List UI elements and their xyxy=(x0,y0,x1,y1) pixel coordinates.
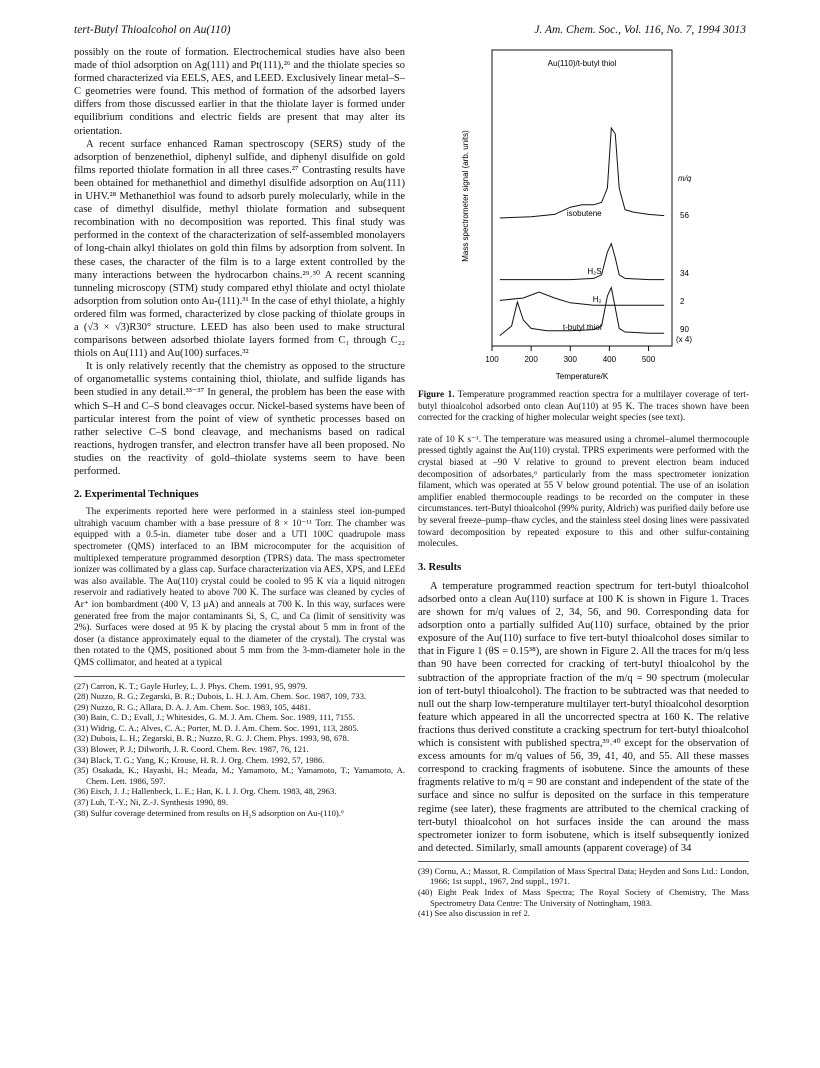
reference: (35) Osakada, K.; Hayashi, H.; Meada, M.; Yamamoto, M.; Yamamoto, T.; Yamamoto, A. Chem. Lett. 1986, 597. xyxy=(74,765,405,786)
reference: (27) Carron, K. T.; Gayle Hurley, L. J. Phys. Chem. 1991, 95, 9979. xyxy=(74,680,308,691)
trace-label-tbutylthiol: t-butyl thiol xyxy=(562,323,602,332)
x-tick-label: 100 xyxy=(485,355,499,364)
paragraph: A recent surface enhanced Raman spectroscopy (SERS) study of the adsorption of benzenethiol, diphenyl sulfide, and diphenyl disulfide on gold films reported thiolate formation in all three cases.²⁷ Contrasting results have been obtained for methanethiol and dimethyl disulfide adsorption on Au(111) in UHV.²⁸ Methanethiol was found to adsorb purely molecularly, while in the case of dimethyl disulfide, methyl thiolate formation and subsequent recombination with no decomposition was reported. This final study was performed in the context of the characterization of self-assembled monolayers of long-chain alkyl thiolates on gold thin films by adsorption from solvent. In these cases, the character of the film is to a large extent controlled by the many interactions between the hydrocarbon chains.²⁹˒³⁰ A recent scanning tunneling microscopy (STM) study compared ethyl thiolate and octyl thiolate adsorption from solution onto Au-(111).³¹ In the case of ethyl thiolate, a highly ordered film was formed, characterized by close packing of thiolate groups in a (√3 × √3)R30° structure. LEED has also been used to make structural comparisons between adsorbed thiolate layers formed from C₁ through C₂₂ thiols on Au(111) and Au(100) surfaces.³² xyxy=(74,138,405,360)
trace-mq-2: 2 xyxy=(680,297,685,306)
x-tick-label: 500 xyxy=(641,355,656,364)
reference: (31) Widrig, C. A.; Alves, C. A.; Porter, M. D. J. Am. Chem. Soc. 1991, 113, 2805. xyxy=(74,722,359,733)
chart-inner-title: Au(110)/t-butyl thiol xyxy=(547,59,617,68)
x-tick-label: 300 xyxy=(563,355,577,364)
y-axis-label: Mass spectrometer signal (arb. units) xyxy=(461,130,470,262)
reference: (36) Eisch, J. J.; Hallenbeck, L. E.; Han, K. I. J. Org. Chem. 1983, 48, 2963. xyxy=(74,786,337,797)
section-heading: 2. Experimental Techniques xyxy=(74,489,199,501)
paragraph: possibly on the route of formation. Electrochemical studies have also been made of thiol adsorption on Ag(111) and Pt(111),²⁶ and the thiolate species so formed characterized via EELS, AES, and LEED. Exclusively linear metal–S–C geometries were found. This method of formation of the adsorbed layers differs from those discussed earlier in that the thiolate layer is formed under equilibrium conditions and electric fields are present that may alter its orientation. xyxy=(74,47,405,137)
trace-line xyxy=(500,128,664,218)
trace-label-h2s: H₂S xyxy=(587,267,602,276)
trace-mq-90: 90 xyxy=(680,325,689,334)
left-column xyxy=(74,46,405,818)
figure-caption xyxy=(418,390,749,425)
header-left: tert-Butyl Thioalcohol on Au(110) xyxy=(74,24,231,36)
x-ticks xyxy=(485,346,655,364)
paragraph: It is only relatively recently that the chemistry as opposed to the structure of organometallic systems containing thiol, thiolate, and sulfide ligands has been studied in any detail.³³⁻³⁷ In general, the problem has been the ease with which S–H and C–S bond cleavages occur. Nickel-based systems have been of particular interest from the point of view of synthetic processes based on rather selective C–S bond cleavage, and mechanisms based on radical reactions, hydrogen transfer, and electron transfer have all been proposed. No studies on the reactivity of gold–thiolate systems seem to have been performed. xyxy=(74,361,405,477)
trace-label-h2: H₂ xyxy=(592,295,602,304)
paragraph: A temperature programmed reaction spectrum for tert-butyl thioalcohol adsorbed onto a clean Au(110) surface at 100 K is shown in Figure 1. Traces are shown for m/q values of 2, 34, 56, and 90. Corresponding data for adsorption onto a partially sulfided Au(110) surface, obtained by the prior exposure of the Au(110) surface to five tert-butyl thioalcohol doses similar to that in Figure 1 (θS = 0.15³⁸), are shown in Figure 2. All the traces for m/q less than 90 have been corrected for cracking of tert-butyl thioalcohol by the subtraction of the appropriate fraction of the m/q = 90 spectrum (molecular ion of tert-butyl thioalcohol). The fraction to be subtracted was that needed to null out the sharp low-temperature multilayer tert-butyl thioalcohol desorption feature which appeared in all the uncorrected spectra at 160 K. The relative fractions thus derived constitute a cracking spectrum for tert-butyl thioalcohol which is consistent with published spectra,³⁹˒⁴⁰ except for the observation of excess amounts for m/q values of 56, 39, 41, 40, and 55. All these masses correspond to cracking fragments of isobutene. Since the amounts of these fragments relative to m/q = 90 are constant and independent of the state of the surface and since no sulfur is deposited on the surface in this temperature regime (see later), these fragments are attributed to the chemical cracking of tert-butyl thioalcohol on hot surfaces inside the can around the mass spectrometer ionizer to form isobutene, which is itself subsequently ionized and detected. Similarly, small amounts (apparent coverage) of 34 xyxy=(418,580,749,854)
trace-label-isobutene: isobutene xyxy=(566,209,602,218)
trace-line xyxy=(500,244,664,280)
reference: (29) Nuzzo, R. G.; Allara, D. A. J. Am. Chem. Soc. 1983, 105, 4481. xyxy=(74,701,311,712)
x-axis-label: Temperature/K xyxy=(555,372,609,381)
reference: (41) See also discussion in ref 2. xyxy=(418,908,530,919)
trace-line xyxy=(500,292,664,305)
caption-text: Temperature programmed reaction spectra for a multilayer coverage of tert-butyl thioalcohol adsorbed onto clean Au(110) at 95 K. The traces shown have been corrected for the cracking of higher molecular weight species (see text). xyxy=(418,390,749,424)
plot-frame xyxy=(492,50,672,346)
header-right: J. Am. Chem. Soc., Vol. 116, No. 7, 1994 3013 xyxy=(534,24,746,36)
reference: (40) Eight Peak Index of Mass Spectra; The Royal Society of Chemistry, The Mass Spectrometry Data Centre: The University of Nottingham, 1983. xyxy=(418,887,749,908)
x-tick-label: 400 xyxy=(602,355,617,364)
x-tick-label: 200 xyxy=(524,355,538,364)
running-header xyxy=(74,24,746,40)
trace-scale-90: (x 4) xyxy=(676,335,692,344)
caption-label: Figure 1. xyxy=(418,390,455,401)
tprs-chart xyxy=(418,46,749,384)
reference: (32) Dubois, L. H.; Zegarski, B. R.; Nuzzo, R. G. J. Chem. Phys. 1993, 98, 678. xyxy=(74,733,349,744)
footnote-references xyxy=(74,676,405,819)
figure-1 xyxy=(418,46,749,425)
reference: (34) Black, T. G.; Yang, K.; Krouse, H. R. J. Org. Chem. 1992, 57, 1986. xyxy=(74,754,325,765)
reference: (38) Sulfur coverage determined from results on H₂S adsorption on Au-(110).⁶ xyxy=(74,807,344,818)
reference: (33) Blower, P. J.; Dilworth, J. R. Coord. Chem. Rev. 1987, 76, 121. xyxy=(74,744,309,755)
mq-header: m/q xyxy=(678,174,692,183)
reference: (28) Nuzzo, R. G.; Zegarski, B. R.; Dubois, L. H. J. Am. Chem. Soc. 1987, 109, 733. xyxy=(74,691,367,702)
paragraph: rate of 10 K s⁻¹. The temperature was measured using a chromel–alumel thermocouple pressed tightly against the Au(110) crystal. TPRS experiments were performed with the crystal biased at –90 V relative to ground to prevent electron beam induced decomposition of adsorbates,⁶ particularly from the mass spectrometer ionization filament, which was operated at 55 V below ground potential. The use of an isolation amplifier enabled thermocouple readings to be recorded on the computer in these circumstances. tert-Butyl thioalcohol (99% purity, Aldrich) was purified daily before use by several freeze–pump–thaw cycles, and the stainless steel dosing lines were passivated toward decomposition by repeated exposure to this and other sulfur-containing molecules. xyxy=(418,434,749,550)
section-heading: 3. Results xyxy=(418,561,462,573)
reference: (37) Luh, T.-Y.; Ni, Z.-J. Synthesis 1990, 89. xyxy=(74,797,228,808)
right-column xyxy=(418,46,749,919)
footnote-references xyxy=(418,861,749,919)
reference: (39) Cornu, A.; Massot, R. Compilation of Mass Spectral Data; Heyden and Sons Ltd.: London, 1966; 1st suppl., 1967, 2nd suppl., 1971. xyxy=(418,865,749,887)
paragraph: The experiments reported here were performed in a stainless steel ion-pumped ultrahigh vacuum chamber with a base pressure of 8 × 10⁻¹¹ Torr. The chamber was equipped with a 0.5-in. diameter tube doser and a UTI 100C quadrupole mass spectrometer (QMS) interfaced to an IBM microcomputer for the acquisition of multiplexed temperature programmed desorption (TPRS) data. The mass spectrometer ionizer was collimated by a glass cap. Surface characterization via AES, XPS, and LEEd was also available. The Au(110) crystal could be cooled to 95 K via a liquid nitrogen reservoir and radiatively heated to above 700 K. The surface was cleaned by cycles of Ar⁺ ion bombardment (400 V, 13 μA) and anneals at 700 K. In this way, surfaces were generated free from the major contaminants Si, S, C, and Ca (limit of sensitivity was 2%). Surfaces were dosed at 95 K by placing the crystal about 5 mm in front of the doser (a distance approximately equal to the diameter of the crystal). The crystal was then rotated to the QMS, positioned about 5 mm from the 3-mm-diameter hole in the QMS collimator, and heated at a typical xyxy=(74,507,405,668)
trace-mq-34: 34 xyxy=(680,269,689,278)
trace-mq-56: 56 xyxy=(680,211,689,220)
reference: (30) Bain, C. D.; Evall, J.; Whitesides, G. M. J. Am. Chem. Soc. 1989, 111, 7155. xyxy=(74,712,355,723)
